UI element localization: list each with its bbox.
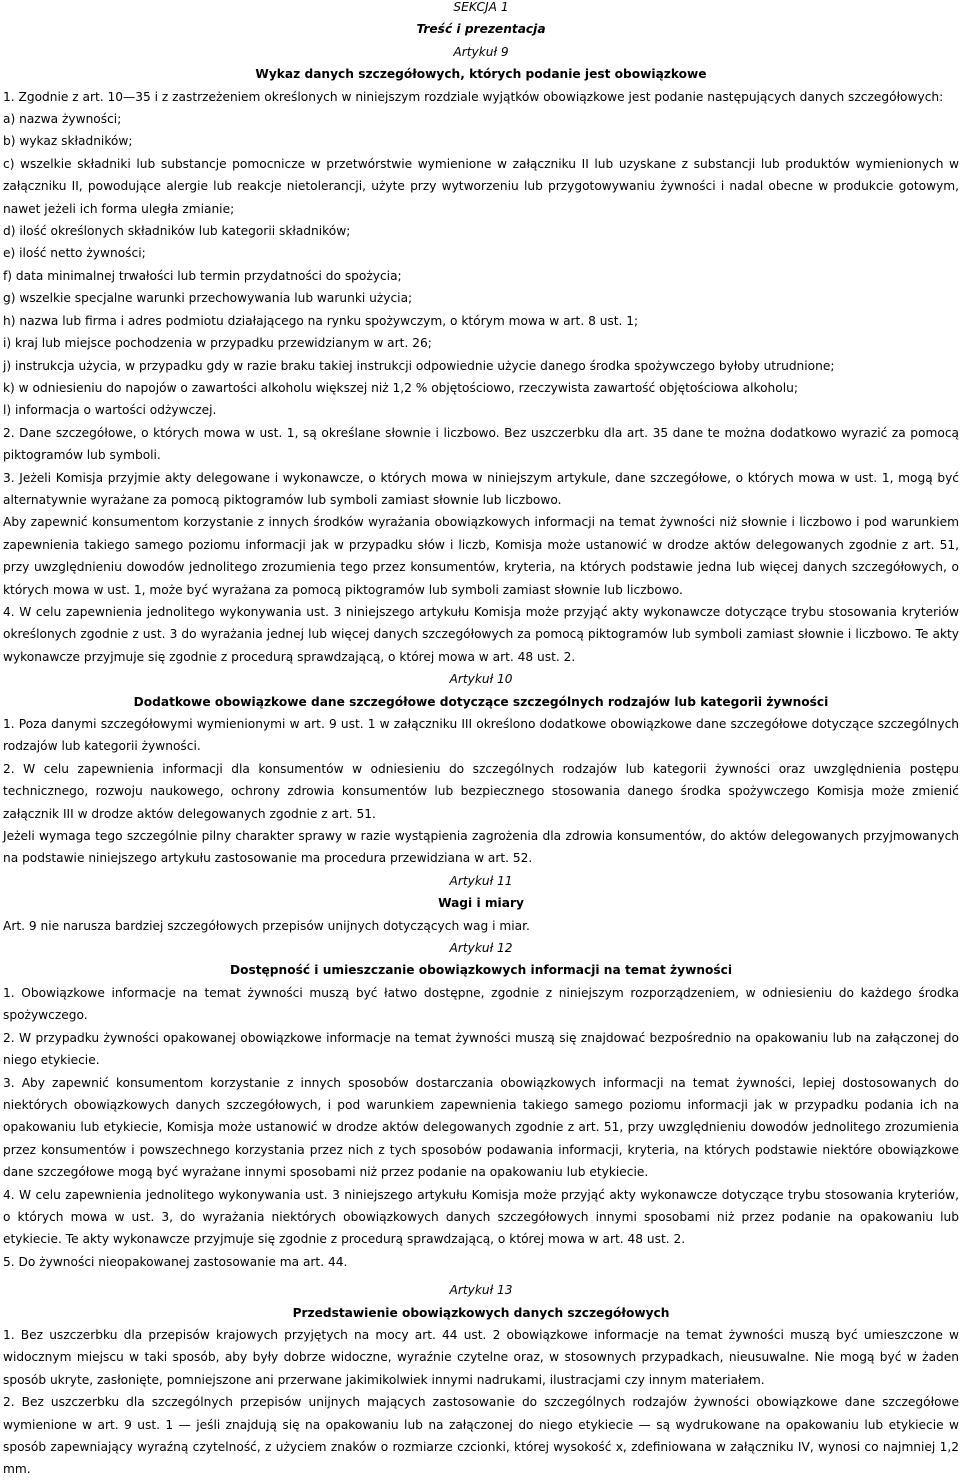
article-12-title: Dostępność i umieszczanie obowiązkowych informacji na temat żywności	[229, 963, 733, 978]
article-9-item-a: a) nazwa żywności;	[3, 112, 122, 127]
article-12-para-1: 1. Obowiązkowe informacje na temat żywności muszą być łatwo dostępne, zgodnie z niniejszym rozporządzeniem, w odniesieniu do każdego środka spożywczego.	[3, 985, 959, 1023]
article-10-para-2: 2. W celu zapewnienia informacji dla konsumentów w odniesieniu do szczególnych rodzajów lub kategorii żywności oraz uwzględnienia postępu technicznego, rozwoju naukowego, ochrony zdrowia konsumentów lub bezpiecznego stosowania danego środka spożywczego Komisja może zmienić załącznik III w drodze aktów delegowanych zgodnie z art. 51.	[3, 761, 959, 821]
article-12-para-5: 5. Do żywności nieopakowanej zastosowanie ma art. 44.	[3, 1254, 348, 1269]
article-9-item-h: h) nazwa lub firma i adres podmiotu działającego na rynku spożywczym, o którym mowa w art. 8 ust. 1;	[3, 313, 639, 328]
article-10-title: Dodatkowe obowiązkowe dane szczegółowe dotyczące szczególnych rodzajów lub kategorii żywności	[133, 694, 829, 709]
article-10-para-3: Jeżeli wymaga tego szczególnie pilny charakter sprawy w razie wystąpienia zagrożenia dla zdrowia konsumentów, do aktów delegowanych przyjmowanych na podstawie niniejszego artykułu zastosowanie ma procedura przewidziana w art. 52.	[3, 829, 959, 866]
article-12-para-3: 3. Aby zapewnić konsumentom korzystanie z innych sposobów dostarczania obowiązkowych informacji na temat żywności, lepiej dostosowanych do niektórych obowiązkowych danych szczegółowych, i pod warunkiem zapewnienia takiego samego poziomu informacji jak w przypadku podania ich na opakowaniu lub etykiecie, Komisja może ustanowić w drodze aktów delegowanych zgodnie z art. 51, przy uwzględnieniu dowodów jednolitego zrozumienia przez konsumentów i powszechnego korzystania przez nich z tych sposobów podawania informacji, kryteria, na których podstawie niektóre obowiązkowe dane szczegółowe mogą być wyrażane innymi sposobami niż przez podanie na opakowaniu lub etykiecie.	[3, 1075, 959, 1180]
article-9-item-k: k) w odniesieniu do napojów o zawartości alkoholu większej niż 1,2 % objętościowo, rzeczywista zawartość objętościowa alkoholu;	[3, 380, 798, 395]
document-page	[3, 0, 959, 1481]
section-label: SEKCJA 1	[453, 0, 509, 14]
article-12-para-4: 4. W celu zapewnienia jednolitego wykonywania ust. 3 niniejszego artykułu Komisja może przyjąć akty wykonawcze dotyczące trybu stosowania kryteriów, o których mowa w ust. 3, do wyrażania niektórych obowiązkowych danych szczegółowych innymi sposobami niż przez podanie na opakowaniu lub etykiecie. Te akty wykonawcze przyjmuje się zgodnie z procedurą sprawdzającą, o której mowa w art. 48 ust. 2.	[3, 1187, 959, 1247]
article-9-para-3b: Aby zapewnić konsumentom korzystanie z innych środków wyrażania obowiązkowych informacji na temat żywności niż słownie i liczbowo i pod warunkiem zapewnienia takiego samego poziomu informacji jak w przypadku słów i liczb, Komisja może ustanowić w drodze aktów delegowanych zgodnie z art. 51, przy uwzględnieniu dowodów jednolitego zrozumienia tego przez konsumentów, kryteria, na których podstawie jedna lub więcej danych szczegółowych, o których mowa w ust. 1, może być wyrażana za pomocą piktogramów lub symboli zamiast słownie lub liczbowo.	[3, 515, 959, 597]
article-9-para-1: 1. Zgodnie z art. 10—35 i z zastrzeżeniem określonych w niniejszym rozdziale wyjątków obowiązkowe jest podanie następujących danych szczegółowych:	[3, 89, 944, 104]
article-9-para-4: 4. W celu zapewnienia jednolitego wykonywania ust. 3 niniejszego artykułu Komisja może przyjąć akty wykonawcze dotyczące trybu stosowania kryteriów określonych zgodnie z ust. 3 do wyrażania jednej lub więcej danych szczegółowych za pomocą piktogramów lub symboli zamiast słownie i liczbowo. Te akty wykonawcze przyjmuje się zgodnie z procedurą sprawdzającą, o której mowa w art. 48 ust. 2.	[3, 604, 959, 664]
article-9-item-l: l) informacja o wartości odżywczej.	[3, 403, 217, 418]
section-title: Treść i prezentacja	[416, 22, 546, 37]
article-10-label: Artykuł 10	[449, 672, 513, 687]
article-9-item-d: d) ilość określonych składników lub kategorii składników;	[3, 224, 351, 239]
article-9-item-g: g) wszelkie specjalne warunki przechowywania lub warunki użycia;	[3, 291, 413, 306]
article-9-item-i: i) kraj lub miejsce pochodzenia w przypadku przewidzianym w art. 26;	[3, 336, 432, 351]
article-12-label: Artykuł 12	[449, 941, 513, 956]
article-11-label: Artykuł 11	[449, 873, 513, 888]
article-9-para-3: 3. Jeżeli Komisja przyjmie akty delegowane i wykonawcze, o których mowa w niniejszym artykule, dane szczegółowe, o których mowa w ust. 1, mogą być alternatywnie wyrażane za pomocą piktogramów lub symboli zamiast słownie lub liczbowo.	[3, 470, 959, 507]
article-13-para-2: 2. Bez uszczerbku dla szczególnych przepisów unijnych mających zastosowanie do szczególnych rodzajów żywności obowiązkowe dane szczegółowe wymienione w art. 9 ust. 1 — jeśli znajdują się na opakowaniu lub na załączonej do niego etykiecie — są wydrukowane na opakowaniu lub etykiecie w sposób zapewniający wyraźną czytelność, z użyciem znaków o rozmiarze czcionki, której wysokość x, zdefiniowana w załączniku IV, wynosi co najmniej 1,2 mm.	[3, 1395, 959, 1477]
article-11-title: Wagi i miary	[438, 896, 524, 911]
article-9-para-2: 2. Dane szczegółowe, o których mowa w ust. 1, są określane słownie i liczbowo. Bez uszczerbku dla art. 35 dane te można dodatkowo wyrazić za pomocą piktogramów lub symboli.	[3, 425, 959, 463]
article-9-label: Artykuł 9	[453, 44, 509, 59]
article-13-title: Przedstawienie obowiązkowych danych szczegółowych	[292, 1305, 670, 1320]
article-10-para-1: 1. Poza danymi szczegółowymi wymienionymi w art. 9 ust. 1 w załączniku III określono dodatkowe obowiązkowe dane szczegółowe dotyczące szczególnych rodzajów lub kategorii żywności.	[3, 717, 959, 754]
article-9-item-b: b) wykaz składników;	[3, 134, 133, 149]
article-11-para-1: Art. 9 nie narusza bardziej szczegółowych przepisów unijnych dotyczących wag i miar.	[3, 918, 530, 933]
article-9-item-e: e) ilość netto żywności;	[3, 246, 146, 261]
article-13-label: Artykuł 13	[449, 1283, 513, 1298]
article-9-title: Wykaz danych szczegółowych, których podanie jest obowiązkowe	[255, 67, 707, 82]
article-12-para-2: 2. W przypadku żywności opakowanej obowiązkowe informacje na temat żywności muszą się znajdować bezpośrednio na opakowaniu lub na załączonej do niego etykiecie.	[3, 1030, 959, 1068]
article-9-item-c: c) wszelkie składniki lub substancje pomocnicze w przetwórstwie wymienione w załączniku II lub uzyskane z substancji lub produktów wymienionych w załączniku II, powodujące alergie lub reakcje nietolerancji, użyte przy wytworzeniu lub przygotowywaniu żywności i nadal obecne w produkcie gotowym, nawet jeżeli ich forma uległa zmianie;	[3, 156, 959, 216]
article-13-para-1: 1. Bez uszczerbku dla przepisów krajowych przyjętych na mocy art. 44 ust. 2 obowiązkowe informacje na temat żywności muszą być umieszczone w widocznym miejscu w taki sposób, aby były dobrze widoczne, wyraźnie czytelne oraz, w stosownych przypadkach, nieusuwalne. Nie mogą być w żaden sposób ukryte, zasłonięte, pomniejszone ani przerwane jakimikolwiek innymi nadrukami, ilustracjami czy innym materiałem.	[3, 1327, 959, 1387]
article-9-item-f: f) data minimalnej trwałości lub termin przydatności do spożycia;	[3, 268, 402, 283]
article-9-item-j: j) instrukcja użycia, w przypadku gdy w razie braku takiej instrukcji odpowiednie użycie danego środka spożywczego byłoby utrudnione;	[3, 358, 835, 373]
